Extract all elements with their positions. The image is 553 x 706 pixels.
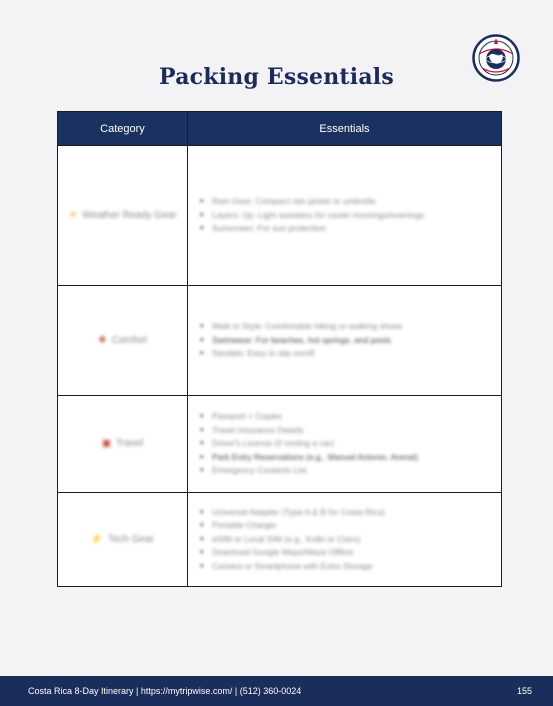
list-item: • Camera or Smartphone with Extra Storage [198,560,493,574]
document-icon: ▣ [101,438,112,449]
list-item: • Sunscreen: For sun protection [198,222,493,236]
category-cell [58,146,188,286]
list-item: • Layers: Up: Light sweaters for cooler mornings/evenings [198,209,493,223]
page-footer [0,676,553,706]
list-item: • Driver's License (if renting a car) [198,437,493,451]
essentials-cell [188,396,502,493]
list-item: • Portable Charger [198,519,493,533]
page-title: Packing Essentials [159,64,394,90]
list-item: • Emergency Contacts List [198,464,493,478]
essentials-cell [188,146,502,286]
essentials-list [198,195,493,236]
sun-icon: ☀ [68,209,78,221]
list-item: • Passport + Copies [198,410,493,424]
packing-table [57,111,502,587]
page-number: 155 [516,686,532,696]
list-item: • Sandals: Easy to slip on/off [198,347,493,361]
essentials-cell [188,286,502,396]
category-cell [58,396,188,493]
table-row [58,396,502,493]
list-item: • Download Google Maps/Waze Offline [198,546,493,560]
list-item: • eSIM or Local SIM (e.g., Kolbi or Claro) [198,533,493,547]
category-label: Weather Ready Gear [82,209,177,221]
category-cell [58,493,188,587]
column-header-essentials: Essentials [188,112,502,146]
table-row [58,146,502,286]
category-cell [58,286,188,396]
essentials-list [198,506,493,574]
footer-text: Costa Rica 8-Day Itinerary | https://mytripwise.com/ | (512) 360-0024 [28,686,302,696]
table-row [58,286,502,396]
essentials-cell [188,493,502,587]
category-label: Comfort [111,334,148,346]
category-label: Travel [115,438,144,449]
plug-icon: ⚡ [90,533,104,545]
essentials-list [198,320,493,361]
list-item: • Swimwear: For beaches, hot springs, and pools [198,334,493,348]
list-item: • Walk in Style: Comfortable hiking or walking shoes [198,320,493,334]
essentials-list [198,410,493,478]
list-item: • Park Entry Reservations (e.g., Manuel Antonio, Arenal) [198,451,493,465]
column-header-category: Category [58,112,188,146]
shoe-icon: ❖ [97,334,107,346]
table-header-row [58,112,502,146]
list-item: • Universal Adapter (Type A & B for Costa Rica) [198,506,493,520]
list-item: • Travel Insurance Details [198,424,493,438]
list-item: • Rain Gear: Compact rain jacket or umbrella [198,195,493,209]
table-row [58,493,502,587]
category-label: Tech Gear [107,533,155,545]
